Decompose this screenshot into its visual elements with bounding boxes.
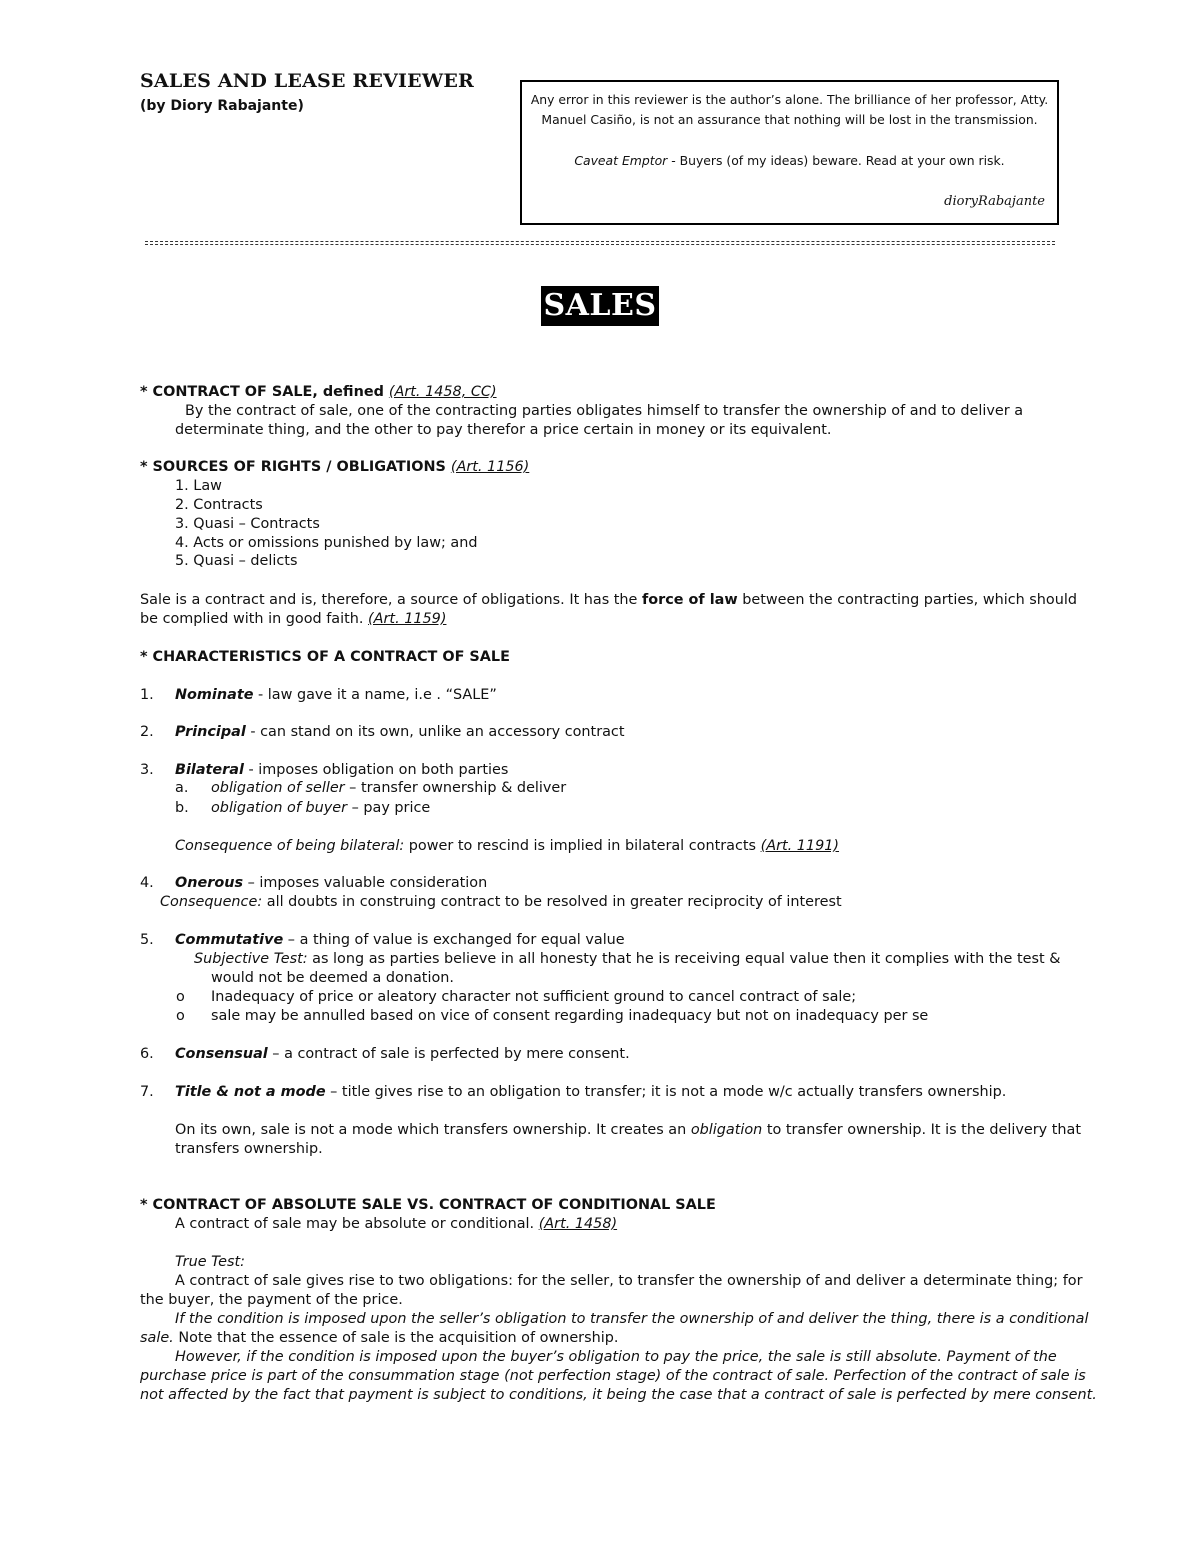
article-ref: (Art. 1159)	[368, 611, 447, 627]
desc: - law gave it a name, i.e . “SALE”	[253, 687, 497, 703]
true-test-line-5: However, if the condition is imposed upon the buyer’s obligation to pay the price, the sale is still absolute. Payment of the	[175, 1349, 1057, 1365]
heading-sources	[140, 458, 529, 477]
term: Nominate	[175, 687, 254, 703]
label: Consequence of being bilateral:	[175, 838, 405, 854]
caveat-text: - Buyers (of my ideas) beware. Read at your own risk.	[667, 153, 1005, 168]
emphasis: force of law	[642, 592, 738, 608]
term: Title & not a mode	[175, 1084, 326, 1100]
text: be complied with in good faith.	[140, 611, 369, 627]
bullet-mark: o	[176, 989, 185, 1005]
heading-absolute-vs-conditional: * CONTRACT OF ABSOLUTE SALE VS. CONTRACT OF CONDITIONAL SALE	[140, 1197, 716, 1213]
list-item: 2. Contracts	[175, 497, 263, 513]
label: Consequence:	[160, 894, 263, 910]
text: as long as parties believe in all honesty that he is receiving equal value then it complies with the test &	[307, 951, 1061, 967]
item-number: 3.	[140, 762, 154, 778]
heading-contract-of-sale	[140, 383, 497, 402]
desc: - imposes obligation on both parties	[243, 762, 509, 778]
ownership-note-1	[175, 1121, 1081, 1140]
term: Bilateral	[175, 762, 244, 778]
sub-mark: a.	[175, 780, 189, 796]
heading-text: * CONTRACT OF SALE, defined	[140, 384, 389, 400]
characteristic-title-not-mode	[175, 1083, 1006, 1102]
definition-line-2: determinate thing, and the other to pay therefor a price certain in money or its equivalent.	[175, 422, 832, 438]
article-ref: (Art. 1458)	[538, 1216, 618, 1232]
disclaimer-box	[520, 80, 1059, 225]
emphasis: sale.	[140, 1330, 174, 1346]
true-test-line-7: not affected by the fact that payment is subject to conditions, it being the case that a contract of sale is perfected by mere consent.	[140, 1387, 1097, 1403]
separator-line	[145, 232, 1055, 245]
term: obligation of buyer	[211, 800, 348, 816]
text: On its own, sale is not a mode which transfers ownership. It creates an	[175, 1122, 691, 1138]
subjective-test-line-2: would not be deemed a donation.	[211, 970, 454, 986]
characteristic-nominate	[175, 686, 497, 705]
text: to transfer ownership. It is the delivery that	[762, 1122, 1081, 1138]
true-test-line-1: A contract of sale gives rise to two obligations: for the seller, to transfer the ownership of and deliver a determinate thing; for	[175, 1273, 1083, 1289]
item-number: 5.	[140, 932, 154, 948]
true-test-line-3: If the condition is imposed upon the seller’s obligation to transfer the ownership of and deliver the thing, there is a conditional	[175, 1311, 1089, 1327]
desc: – a thing of value is exchanged for equal value	[283, 932, 625, 948]
term: Principal	[175, 724, 246, 740]
term: Commutative	[175, 932, 284, 948]
absolute-conditional-intro	[175, 1215, 617, 1234]
characteristic-commutative	[175, 931, 625, 950]
text: between the contracting parties, which should	[737, 592, 1077, 608]
term: Consensual	[175, 1046, 268, 1062]
document-title: SALES AND LEASE REVIEWER	[140, 70, 475, 92]
article-ref: (Art. 1191)	[760, 838, 840, 854]
text: all doubts in construing contract to be resolved in greater reciprocity of interest	[262, 894, 842, 910]
list-item: 1. Law	[175, 478, 222, 494]
true-test-line-2: the buyer, the payment of the price.	[140, 1292, 403, 1308]
disclaimer-line-1: Any error in this reviewer is the author’s alone. The brilliance of her professor, Atty.	[530, 92, 1049, 107]
desc: – pay price	[347, 800, 431, 816]
item-number: 4.	[140, 875, 154, 891]
text: A contract of sale may be absolute or conditional.	[175, 1216, 539, 1232]
true-test-line-6: purchase price is part of the consummation stage (not perfection stage) of the contract of sale. Perfection of the contract of sale is	[140, 1368, 1086, 1384]
list-item: 3. Quasi – Contracts	[175, 516, 320, 532]
characteristic-onerous	[175, 874, 487, 893]
text: Sale is a contract and is, therefore, a source of obligations. It has the	[140, 592, 642, 608]
paragraph-force-of-law-1	[140, 591, 1077, 610]
bullet-inadequacy: Inadequacy of price or aleatory character not sufficient ground to cancel contract of sale;	[211, 989, 857, 1005]
disclaimer-line-2: Manuel Casiño, is not an assurance that nothing will be lost in the transmission.	[541, 112, 1038, 127]
bullet-mark: o	[176, 1008, 185, 1024]
characteristic-principal	[175, 723, 624, 742]
subjective-test	[194, 950, 1060, 969]
heading-characteristics: * CHARACTERISTICS OF A CONTRACT OF SALE	[140, 649, 510, 665]
consequence-onerous	[160, 893, 842, 912]
characteristic-consensual	[175, 1045, 630, 1064]
article-ref: (Art. 1156)	[450, 459, 530, 475]
sub-item-buyer	[211, 799, 430, 818]
caveat-term: Caveat Emptor	[574, 153, 668, 168]
list-item: 4. Acts or omissions punished by law; and	[175, 535, 478, 551]
definition-line-1: By the contract of sale, one of the contracting parties obligates himself to transfer the ownership of and to deliver a	[185, 403, 1024, 419]
item-number: 2.	[140, 724, 154, 740]
caveat-line	[522, 153, 1057, 168]
item-number: 1.	[140, 687, 154, 703]
label: Subjective Test:	[194, 951, 308, 967]
emphasis: obligation	[690, 1122, 763, 1138]
document-byline: (by Diory Rabajante)	[140, 98, 304, 114]
term: Onerous	[175, 875, 244, 891]
section-title-sales: SALES	[541, 286, 659, 326]
text: Note that the essence of sale is the acquisition of ownership.	[173, 1330, 619, 1346]
desc: – title gives rise to an obligation to transfer; it is not a mode w/c actually transfers ownership.	[325, 1084, 1007, 1100]
bullet-annulment: sale may be annulled based on vice of consent regarding inadequacy but not on inadequacy per se	[211, 1008, 929, 1024]
desc: – imposes valuable consideration	[243, 875, 488, 891]
true-test-line-4	[140, 1329, 618, 1348]
heading-text: * SOURCES OF RIGHTS / OBLIGATIONS	[140, 459, 451, 475]
paragraph-force-of-law-2	[140, 610, 446, 629]
desc: - can stand on its own, unlike an accessory contract	[245, 724, 625, 740]
article-ref: (Art. 1458, CC)	[388, 384, 497, 400]
sub-mark: b.	[175, 800, 189, 816]
desc: – a contract of sale is perfected by mere consent.	[267, 1046, 630, 1062]
item-number: 6.	[140, 1046, 154, 1062]
term: obligation of seller	[211, 780, 345, 796]
item-number: 7.	[140, 1084, 154, 1100]
ownership-note-2: transfers ownership.	[175, 1141, 323, 1157]
desc: – transfer ownership & deliver	[344, 780, 567, 796]
author-signature: dioryRabajante	[944, 194, 1045, 209]
true-test-label: True Test:	[175, 1254, 245, 1270]
list-item: 5. Quasi – delicts	[175, 553, 298, 569]
consequence-bilateral	[175, 837, 839, 856]
sub-item-seller	[211, 779, 566, 798]
characteristic-bilateral	[175, 761, 508, 780]
text: power to rescind is implied in bilateral contracts	[404, 838, 761, 854]
